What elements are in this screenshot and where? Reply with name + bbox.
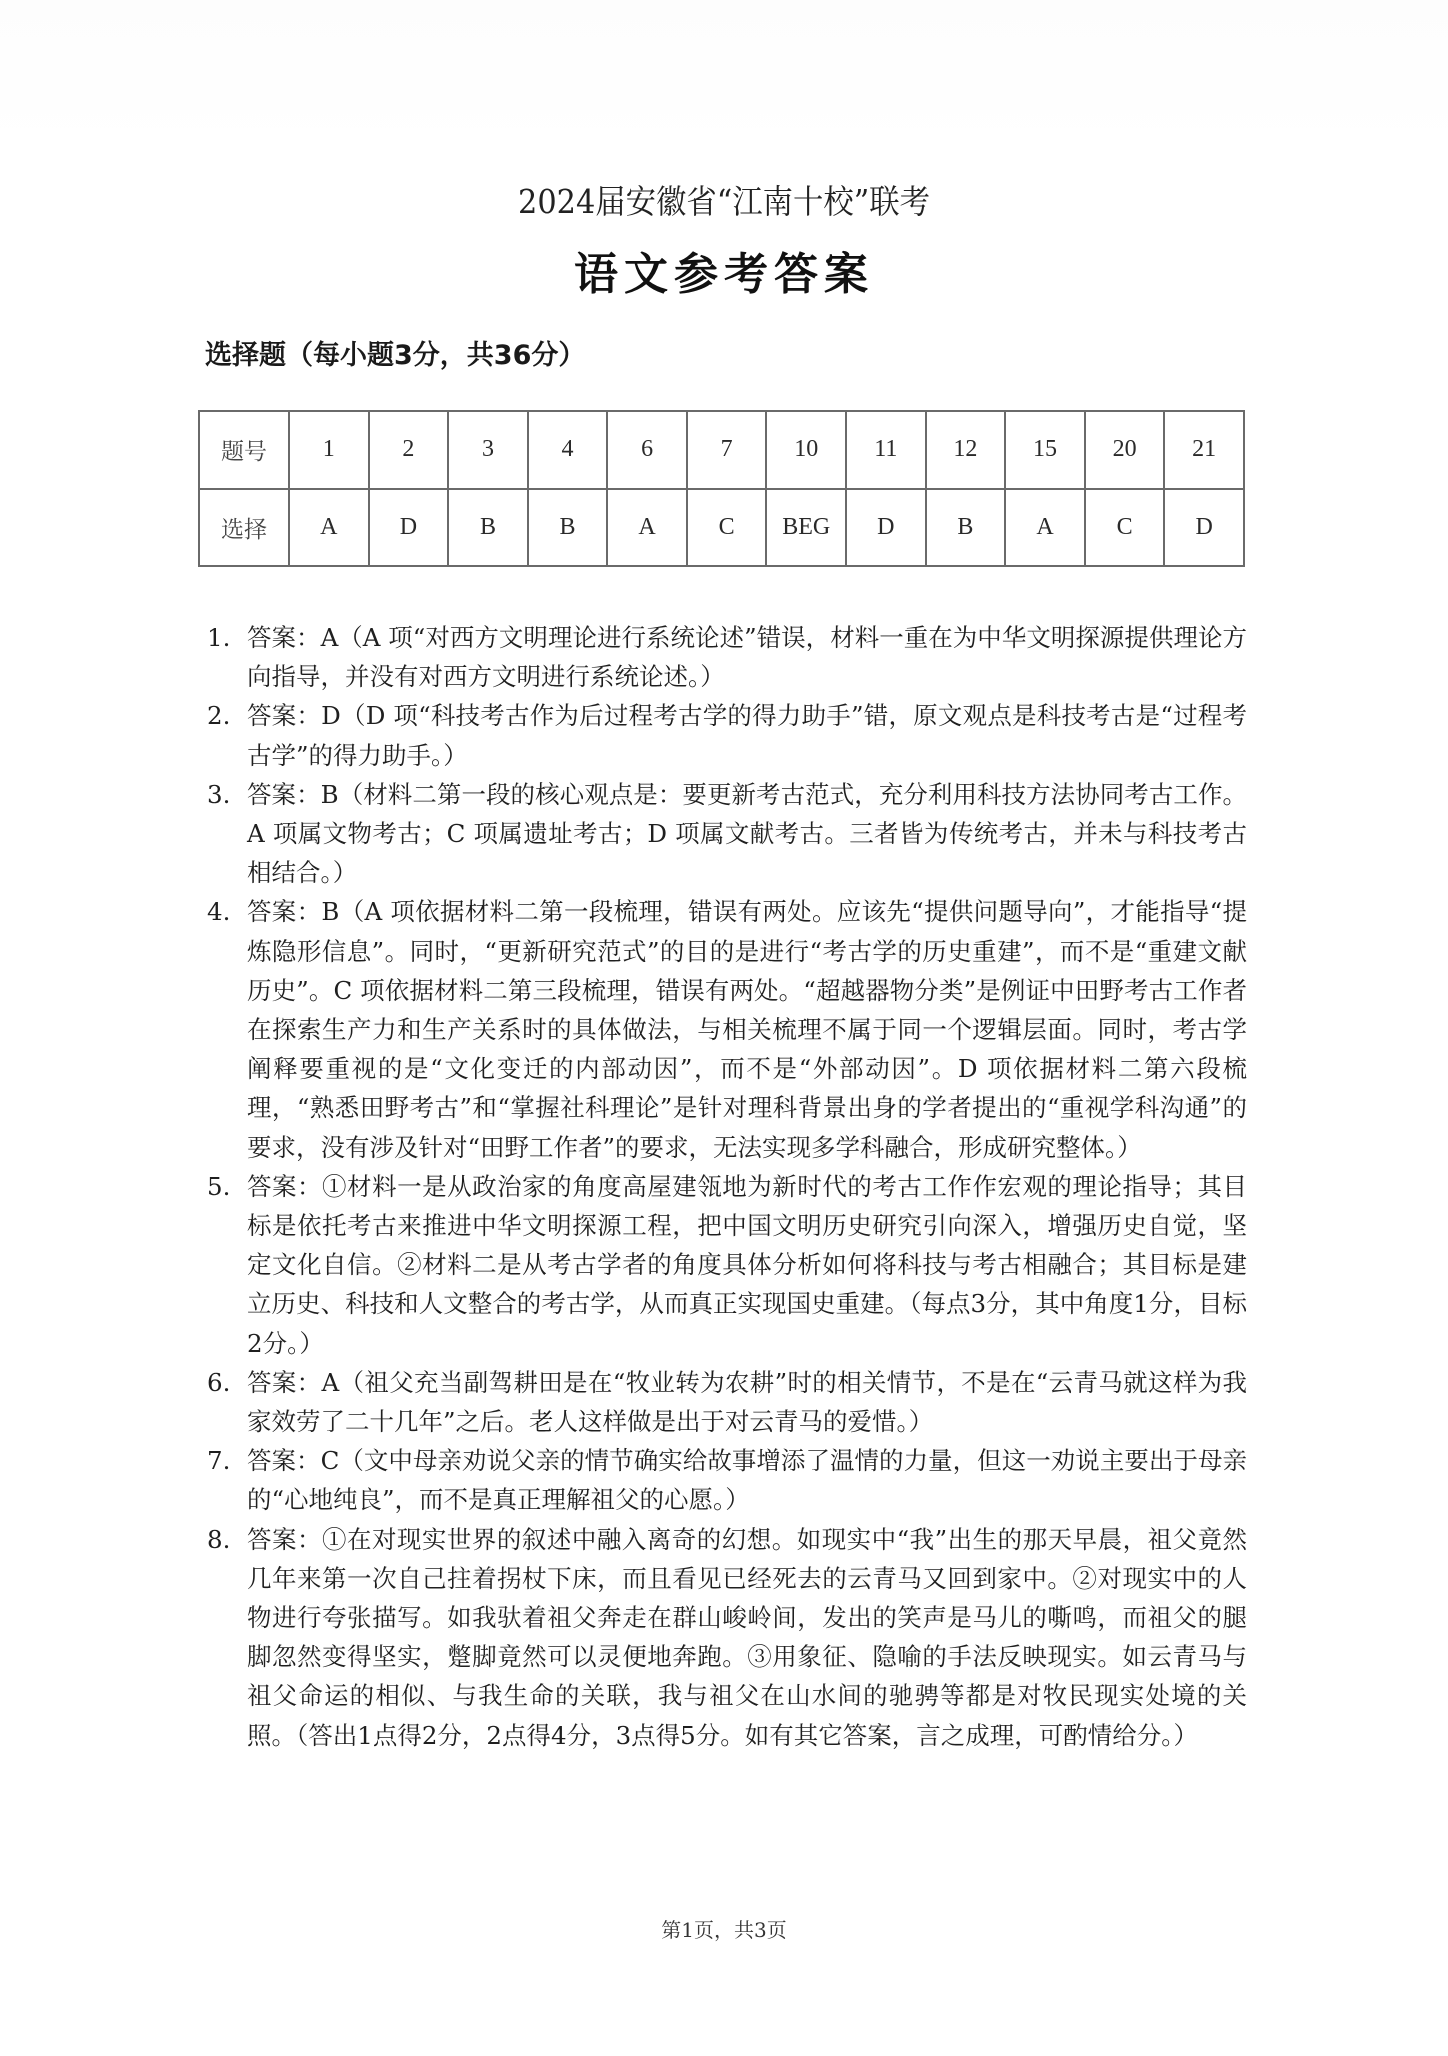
- question-number-cell: 1: [289, 411, 369, 489]
- choice-cell: A: [1005, 489, 1085, 567]
- answer-label: 答案：: [247, 623, 321, 652]
- answer-label: 答案：: [247, 1446, 321, 1476]
- question-number-cell: 12: [926, 411, 1006, 489]
- choice-cell: B: [448, 489, 528, 567]
- question-number-cell: 11: [846, 411, 926, 489]
- answer-label: 答案：: [247, 701, 322, 731]
- answer-number: 7.: [207, 1446, 231, 1476]
- answer-number: 2.: [207, 701, 231, 731]
- answer-key-table: [198, 410, 1245, 567]
- choice-cell: D: [369, 489, 449, 567]
- choice-cell: B: [528, 489, 608, 567]
- answer-text: B（A 项依据材料二第一段梳理，错误有两处。应该先“提供问题导向”，才能指导“提炼隐形信息”。同时，“更新研究范式”的目的是进行“考古学的历史重建”，而不是“重建文献历史”。C 项依据材料二第三段梳理，错误有两处。“超越器物分类”是例证中田野考古工作者在探索生产力和生产关系时的具体做法，与相关梳理不属于同一个逻辑层面。同时，考古学阐释要重视的是“文化变迁的内部动因”，而不是“外部动因”。D 项依据材料二第六段梳理，“熟悉田野考古”和“掌握社科理论”是针对理科背景出身的学者提出的“重视学科沟通”的要求，没有涉及针对“田野工作者”的要求，无法实现多学科融合，形成研究整体。）: [247, 897, 1248, 1162]
- question-number-cell: 3: [448, 411, 528, 489]
- answer-text: D（D 项“科技考古作为后过程考古学的得力助手”错，原文观点是科技考古是“过程考古学”的得力助手。）: [247, 701, 1247, 770]
- answer-explanations: [207, 618, 1247, 1755]
- choice-cell: C: [1085, 489, 1165, 567]
- answer-number: 5.: [207, 1171, 231, 1201]
- answer-item-8: [207, 1520, 1247, 1755]
- answer-number: 1.: [207, 623, 231, 652]
- choice-row-label: 选择: [199, 489, 289, 567]
- multiple-choice-heading: 选择题（每小题3分，共36分）: [205, 340, 586, 371]
- answer-number: 3.: [207, 779, 231, 809]
- answer-label: 答案：: [247, 897, 322, 927]
- answer-text: ①在对现实世界的叙述中融入离奇的幻想。如现实中“我”出生的那天早晨，祖父竟然几年来第一次自己拄着拐杖下床，而且看见已经死去的云青马又回到家中。②对现实中的人物进行夸张描写。如我驮着祖父奔走在群山峻岭间，发出的笑声是马儿的嘶鸣，而祖父的腿脚忽然变得坚实，蹩脚竟然可以灵便地奔跑。③用象征、隐喻的手法反映现实。如云青马与祖父命运的相似、与我生命的关联，我与祖父在山水间的驰骋等都是对牧民现实处境的关照。（答出1点得2分，2点得4分，3点得5分。如有其它答案，言之成理，可酌情给分。）: [247, 1524, 1248, 1750]
- document-title: 语文参考答案: [574, 249, 874, 300]
- answer-text: A（A 项“对西方文明理论进行系统论述”错误，材料一重在为中华文明探源提供理论方向指导，并没有对西方文明进行系统论述。）: [247, 623, 1247, 692]
- answer-label: 答案：: [247, 779, 321, 809]
- choice-row: [199, 489, 1244, 567]
- answer-text: B（材料二第一段的核心观点是：要更新考古范式，充分利用科技方法协同考古工作。A 项属文物考古；C 项属遗址考古；D 项属文献考古。三者皆为传统考古，并未与科技考古相结合。）: [247, 779, 1247, 888]
- choice-cell: D: [846, 489, 926, 567]
- choice-cell: A: [289, 489, 369, 567]
- answer-item-2: [207, 696, 1247, 774]
- answer-label: 答案：: [247, 1171, 323, 1201]
- answer-label: 答案：: [247, 1524, 322, 1554]
- answer-number: 6.: [207, 1367, 231, 1397]
- question-number-row: [199, 411, 1244, 489]
- exam-title: 2024届安徽省“江南十校”联考: [518, 182, 930, 221]
- answer-item-6: [207, 1363, 1247, 1441]
- choice-cell: A: [607, 489, 687, 567]
- choice-cell: C: [687, 489, 767, 567]
- question-number-cell: 6: [607, 411, 687, 489]
- question-number-cell: 2: [369, 411, 449, 489]
- answer-item-1: [207, 618, 1247, 696]
- choice-cell: B: [926, 489, 1006, 567]
- answer-text: ①材料一是从政治家的角度高屋建瓴地为新时代的考古工作作宏观的理论指导；其目标是依托考古来推进中华文明探源工程，把中国文明历史研究引向深入，增强历史自觉，坚定文化自信。②材料二是从考古学者的角度具体分析如何将科技与考古相融合；其目标是建立历史、科技和人文整合的考古学，从而真正实现国史重建。（每点3分，其中角度1分，目标2分。）: [247, 1171, 1248, 1358]
- question-number-cell: 4: [528, 411, 608, 489]
- question-number-cell: 20: [1085, 411, 1165, 489]
- answer-text: C（文中母亲劝说父亲的情节确实给故事增添了温情的力量，但这一劝说主要出于母亲的“心地纯良”，而不是真正理解祖父的心愿。）: [247, 1446, 1247, 1515]
- question-number-cell: 15: [1005, 411, 1085, 489]
- answer-item-3: [207, 775, 1247, 893]
- choice-cell: D: [1164, 489, 1244, 567]
- answer-number: 4.: [207, 897, 231, 927]
- question-number-cell: 21: [1164, 411, 1244, 489]
- page-top-shade: [0, 0, 1448, 150]
- question-number-cell: 7: [687, 411, 767, 489]
- question-number-cell: 10: [766, 411, 846, 489]
- answer-text: A（祖父充当副驾耕田是在“牧业转为农耕”时的相关情节，不是在“云青马就这样为我家效劳了二十几年”之后。老人这样做是出于对云青马的爱惜。）: [247, 1367, 1248, 1437]
- answer-item-7: [207, 1441, 1247, 1519]
- choice-cell: BEG: [766, 489, 846, 567]
- page-footer: 第1页，共3页: [661, 1918, 787, 1942]
- answer-item-5: [207, 1167, 1247, 1363]
- question-row-label: 题号: [199, 411, 289, 489]
- answer-number: 8.: [207, 1524, 231, 1554]
- answer-item-4: [207, 892, 1247, 1166]
- answer-label: 答案：: [247, 1367, 322, 1397]
